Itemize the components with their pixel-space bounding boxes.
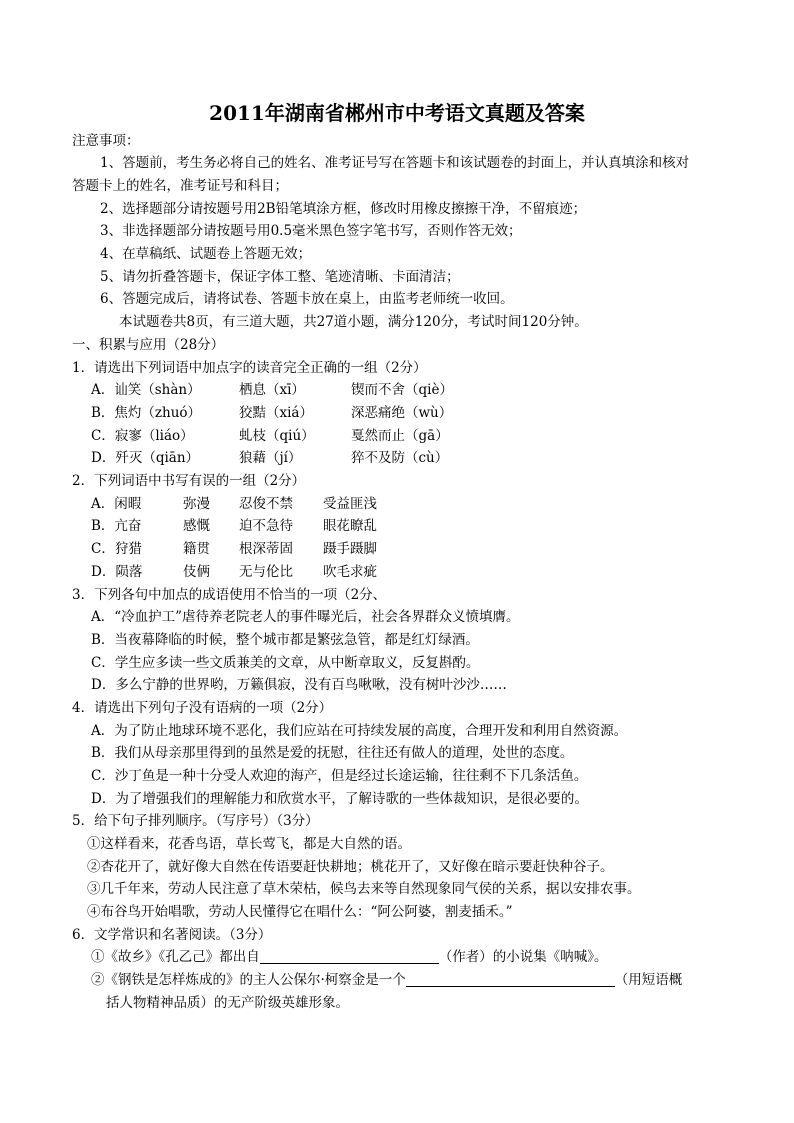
question-4-option-b: B．我们从母亲那里得到的虽然是爱的抚慰，往往还有做人的道理，处世的态度。 (91, 745, 574, 761)
option-cell: 深恶痛绝（wù） (351, 405, 453, 421)
option-cell: 受益匪浅 (323, 496, 377, 512)
question-6-item-1-suffix: （作者）的小说集《呐喊》。 (438, 949, 608, 965)
question-6-item-1 (91, 947, 608, 967)
option-cell: 栖息（xī） (239, 382, 305, 398)
question-2-stem: 2．下列词语中书写有误的一组（2分） (72, 473, 306, 489)
option-cell: 根深蒂固 (239, 541, 293, 557)
question-6-stem: 6．文学常识和名著阅读。（3分） (72, 927, 272, 943)
question-5-stem: 5．给下句子排列顺序。（写序号）（3分） (72, 813, 319, 829)
option-cell: 感慨 (183, 518, 210, 534)
question-6-item-2-prefix: ②《钢铁是怎样炼成的》的主人公保尔·柯察金是一个 (91, 972, 406, 988)
notice-summary: 本试题卷共8页，有三道大题，共27道小题，满分120分，考试时间120分钟。 (119, 314, 588, 330)
question-6-item-2-suffix: （用短语概 (614, 972, 683, 988)
question-3-option-d: D．多么宁静的世界哟，万籁俱寂，没有百鸟啾啾，没有树叶沙沙…… (91, 677, 507, 693)
question-5-item-3: ③几千年来，劳动人民注意了草木荣枯，候鸟去来等自然现象同气侯的关系，据以安排农事。 (87, 881, 641, 897)
option-cell: D．歼灭（qiān） (91, 450, 200, 466)
option-cell: A．闲暇 (91, 496, 142, 512)
option-cell: 籍贯 (183, 541, 210, 557)
option-cell: 弥漫 (183, 496, 210, 512)
notice-item-3: 3、非选择题部分请按题号用0.5毫米黑色签字笔书写，否则作答无效； (100, 223, 522, 239)
option-cell: 猝不及防（cù） (351, 450, 449, 466)
option-cell: 无与伦比 (239, 564, 293, 580)
notice-item-1: 1、答题前，考生务必将自己的姓名、准考证号写在答题卡和该试题卷的封面上，并认真填涂和核对 (100, 155, 690, 171)
option-cell: 迫不急待 (239, 518, 293, 534)
option-cell: A．讪笑（shàn） (91, 382, 201, 398)
option-cell: B．亢奋 (91, 518, 142, 534)
question-6-item-2-cont: 括人物精神品质）的无产阶级英雄形象。 (106, 995, 349, 1011)
option-cell: 虬枝（qiú） (239, 428, 315, 444)
option-cell: 锲而不舍（qiè） (351, 382, 453, 398)
notice-item-6: 6、答题完成后，请将试卷、答题卡放在桌上，由监考老师统一收回。 (100, 291, 514, 307)
option-cell: 戛然而止（gā） (351, 428, 449, 444)
option-cell: 忍俊不禁 (239, 496, 293, 512)
question-4-option-c: C．沙丁鱼是一种十分受人欢迎的海产，但是经过长途运输，往往剩不下几条活鱼。 (91, 768, 588, 784)
option-cell: B．焦灼（zhuó） (91, 405, 202, 421)
notice-item-1-cont: 答题卡上的姓名，准考证号和科目； (72, 178, 288, 194)
question-4-option-a: A．为了防止地球环境不恶化，我们应站在可持续发展的高度，合理开发和利用自然资源。 (91, 723, 628, 739)
option-cell: 眼花瞭乱 (323, 518, 377, 534)
notice-item-2: 2、选择题部分请按题号用2B铅笔填涂方框，修改时用橡皮擦擦干净，不留痕迹； (100, 201, 587, 217)
notice-heading: 注意事项： (72, 133, 140, 149)
question-4-option-d: D．为了增强我们的理解能力和欣赏水平，了解诗歌的一些体裁知识，是很必要的。 (91, 791, 588, 807)
character-answer-blank[interactable] (406, 972, 615, 987)
notice-item-5: 5、请勿折叠答题卡，保证字体工整、笔迹清晰、卡面清洁； (100, 269, 460, 285)
option-cell: 狼藉（jí） (239, 450, 302, 466)
question-1-stem: 1．请选出下列词语中加点字的读音完全正确的一组（2分） (72, 360, 427, 376)
page-title: 2011年湖南省郴州市中考语文真题及答案 (209, 101, 585, 125)
question-6-item-2 (91, 970, 682, 990)
question-3-stem: 3．下列各句中加点的成语使用不恰当的一项（2分、 (72, 587, 387, 603)
question-3-option-c: C．学生应多读一些文质兼美的文章，从中断章取义，反复斟酌。 (91, 655, 480, 671)
option-cell: 狡黠（xiá） (239, 405, 313, 421)
option-cell: C．狩猎 (91, 541, 142, 557)
question-5-item-1: ①这样看来，花香鸟语，草长莺飞，都是大自然的语。 (87, 836, 411, 852)
option-cell: C．寂寥（liáo） (91, 428, 194, 444)
question-3-option-a: A．“冷血护工”虐待养老院老人的事件曝光后，社会各界群众义愤填膺。 (91, 609, 520, 625)
option-cell: 伎俩 (183, 564, 210, 580)
notice-item-4: 4、在草稿纸、试题卷上答题无效； (100, 246, 312, 262)
question-5-item-2: ②杏花开了，就好像大自然在传语要赶快耕地；桃花开了，又好像在暗示要赶快种谷子。 (87, 859, 614, 875)
section-heading: 一、积累与应用（28分） (72, 337, 225, 353)
option-cell: D．陨落 (91, 564, 143, 580)
question-3-option-b: B．当夜幕降临的时候，整个城市都是繁弦急管，都是红灯绿酒。 (91, 632, 479, 648)
option-cell: 吹毛求疵 (323, 564, 377, 580)
question-6-item-1-prefix: ①《故乡》《孔乙己》都出自 (91, 949, 260, 965)
question-4-stem: 4．请选出下列句子没有语病的一项（2分） (72, 700, 333, 716)
question-5-item-4: ④布谷鸟开始唱歌，劳动人民懂得它在唱什么：“阿公阿婆，割麦插禾。” (87, 904, 513, 920)
option-cell: 蹑手蹑脚 (323, 541, 377, 557)
author-answer-blank[interactable] (260, 949, 439, 964)
